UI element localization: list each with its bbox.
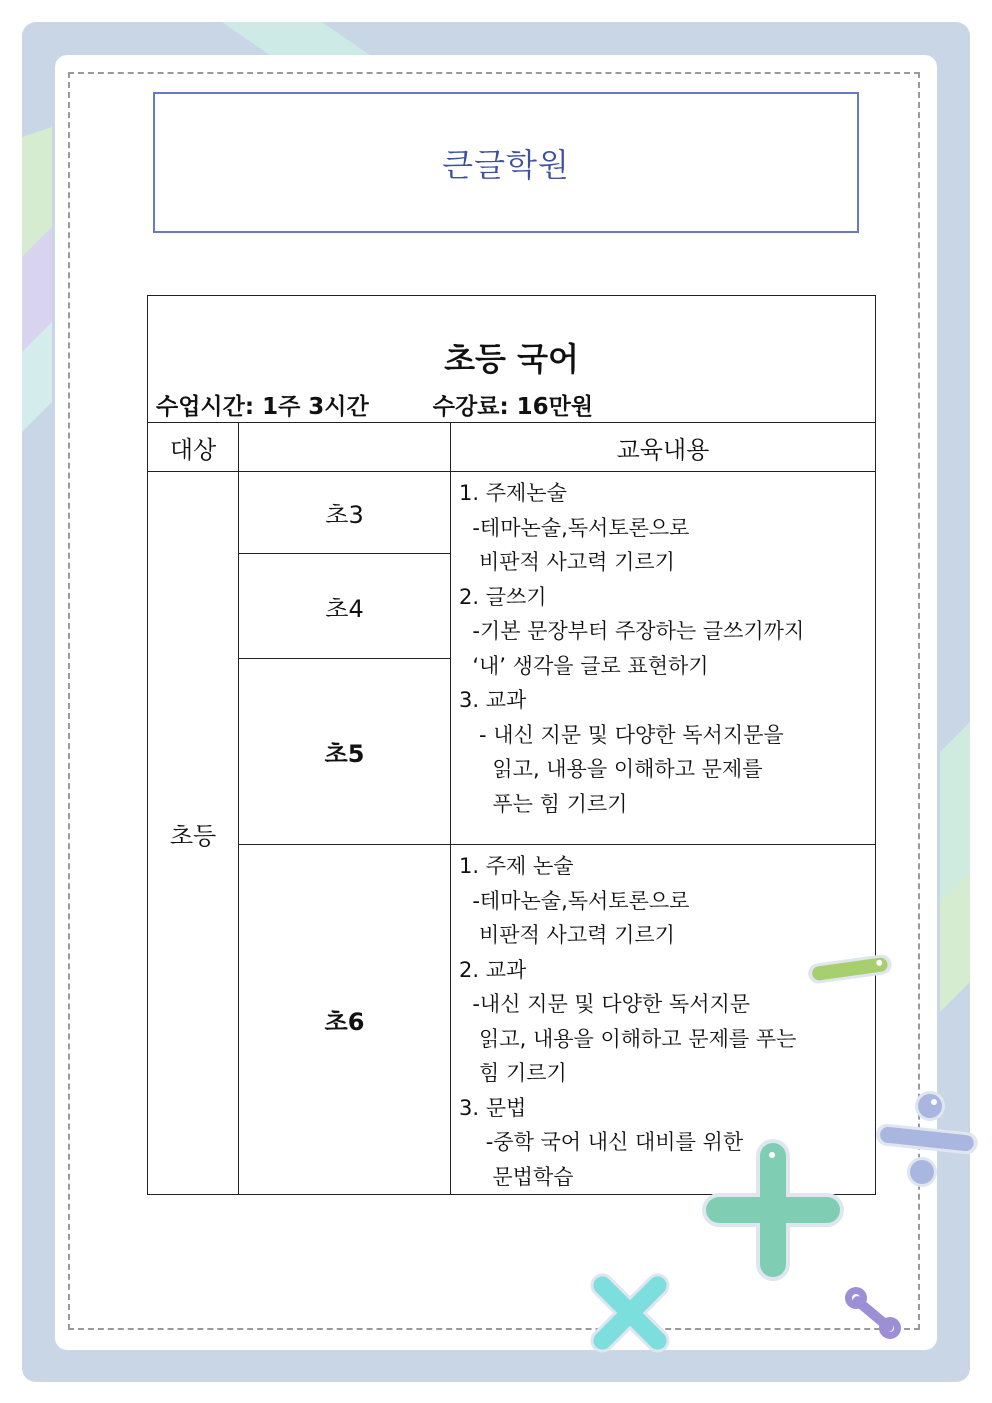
content-line: -테마논술,독서토론으로	[459, 515, 690, 540]
percent-icon	[838, 1282, 908, 1346]
content-line: -내신 지문 및 다양한 독서지문	[459, 992, 751, 1016]
content-line: 비판적 사고력 기르기	[459, 923, 675, 947]
content-line: 읽고, 내용을 이해하고 문제를 푸는	[459, 1026, 797, 1051]
content-line: ‘내’ 생각을 글로 표현하기	[459, 653, 709, 678]
content-line: -중학 국어 내신 대비를 위한	[459, 1130, 744, 1154]
header-target: 대상	[148, 423, 239, 472]
course-table	[147, 295, 876, 1195]
grade-6: 초6	[239, 845, 451, 1195]
content-group-1	[451, 472, 876, 845]
target-label: 초등	[148, 472, 239, 1195]
content-line: 2. 글쓰기	[459, 584, 547, 609]
plus-icon	[698, 1135, 848, 1285]
content-line: 문법학습	[459, 1164, 574, 1189]
course-title: 초등 국어	[444, 340, 579, 378]
content-line: -기본 문장부터 주장하는 글쓰기까지	[459, 619, 805, 643]
grade-5: 초5	[239, 659, 451, 845]
content-line: 1. 주제 논술	[459, 854, 574, 878]
course-info: 수업시간: 1주 3시간 수강료: 16만원	[156, 394, 594, 420]
header-content: 교육내용	[451, 423, 876, 472]
grade-4: 초4	[239, 554, 451, 659]
content-line: 비판적 사고력 기르기	[459, 550, 675, 574]
content-line: 3. 문법	[459, 1095, 527, 1120]
content-line: 읽고, 내용을 이해하고 문제를	[459, 757, 763, 781]
content-line: 힘 기르기	[459, 1061, 567, 1085]
content-line: 1. 주제논술	[459, 481, 567, 505]
course-header	[148, 296, 876, 423]
academy-name: 큰글학원	[442, 145, 570, 184]
content-line: - 내신 지문 및 다양한 독서지문을	[459, 722, 784, 747]
content-line: 3. 교과	[459, 688, 527, 712]
academy-title-box	[153, 92, 859, 233]
header-grade	[239, 423, 451, 472]
divide-icon	[872, 1088, 982, 1188]
content-line: 푸는 힘 기르기	[459, 791, 628, 816]
grade-3: 초3	[239, 472, 451, 554]
multiply-icon	[580, 1268, 680, 1358]
content-line: -테마논술,독서토론으로	[459, 888, 690, 913]
content-line: 2. 교과	[459, 957, 527, 982]
minus-icon	[800, 945, 900, 995]
